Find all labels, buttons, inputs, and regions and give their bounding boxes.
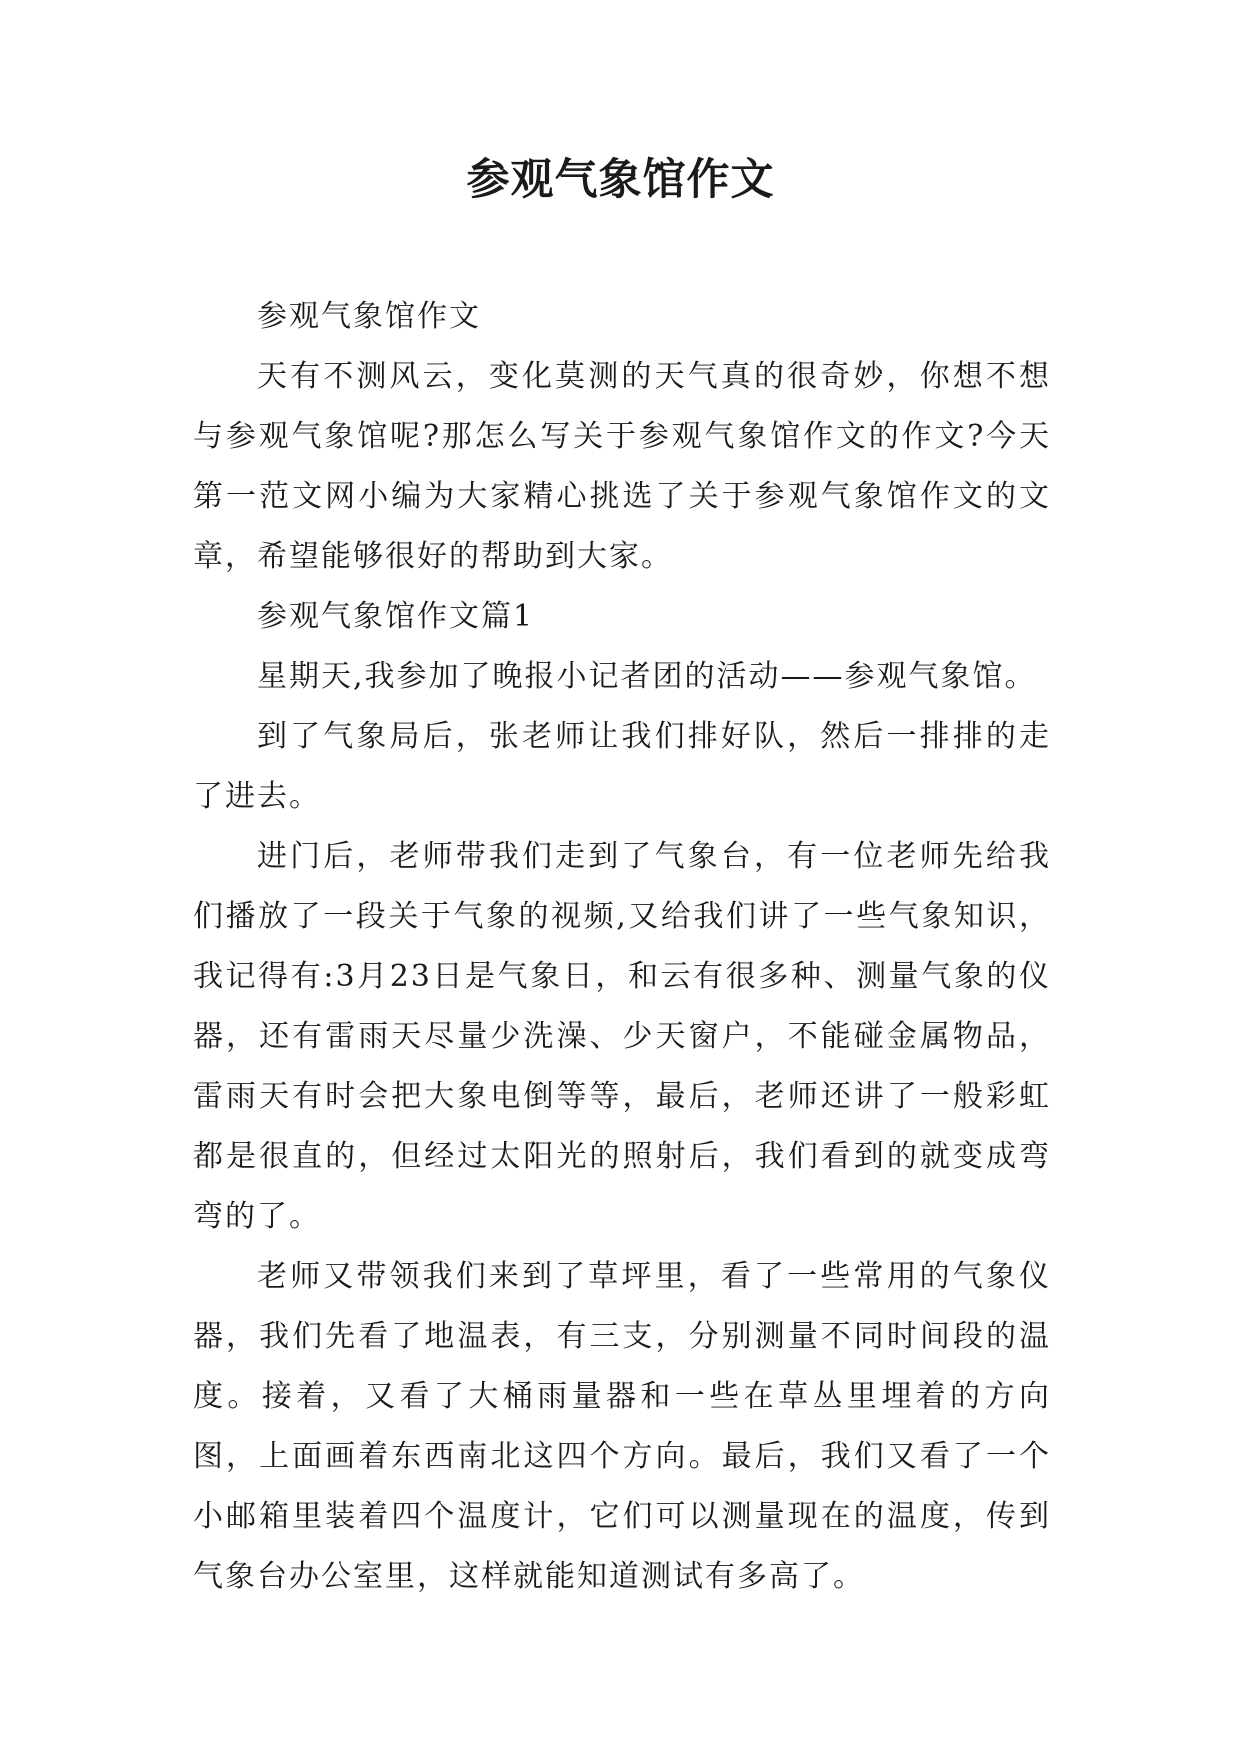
paragraph-section-heading: 参观气象馆作文篇1 <box>257 599 535 634</box>
paragraph: 老师又带领我们来到了草坪里，看了一些常用的气象仪器，我们先看了地温表，有三支，分别测量不同时间段的温度。接着，又看了大桶雨量器和一些在草丛里埋着的方向图，上面画着东西南北这四个方向。最后，我们又看了一个小邮箱里装着四个温度计，它们可以测量现在的温度，传到气象台办公室里，这样就能知道测试有多高了。 <box>193 1259 1051 1594</box>
paragraph: 到了气象局后，张老师让我们排好队，然后一排排的走了进去。 <box>193 719 1051 814</box>
paragraph: 星期天,我参加了晚报小记者团的活动——参观气象馆。 <box>257 659 1037 694</box>
paragraph-intro: 天有不测风云，变化莫测的天气真的很奇妙，你想不想与参观气象馆呢?那怎么写关于参观气象馆作文的作文?今天第一范文网小编为大家精心挑选了关于参观气象馆作文的文章，希望能够很好的帮助到大家。 <box>193 359 1051 574</box>
paragraph-subtitle: 参观气象馆作文 <box>257 299 481 334</box>
document-body <box>193 287 1051 1607</box>
document-title: 参观气象馆作文 <box>466 155 775 205</box>
paragraph: 进门后，老师带我们走到了气象台，有一位老师先给我们播放了一段关于气象的视频,又给我们讲了一些气象知识，我记得有:3月23日是气象日，和云有很多种、测量气象的仪器，还有雷雨天尽量少洗澡、少天窗户，不能碰金属物品，雷雨天有时会把大象电倒等等，最后，老师还讲了一般彩虹都是很直的，但经过太阳光的照射后，我们看到的就变成弯弯的了。 <box>193 839 1051 1234</box>
